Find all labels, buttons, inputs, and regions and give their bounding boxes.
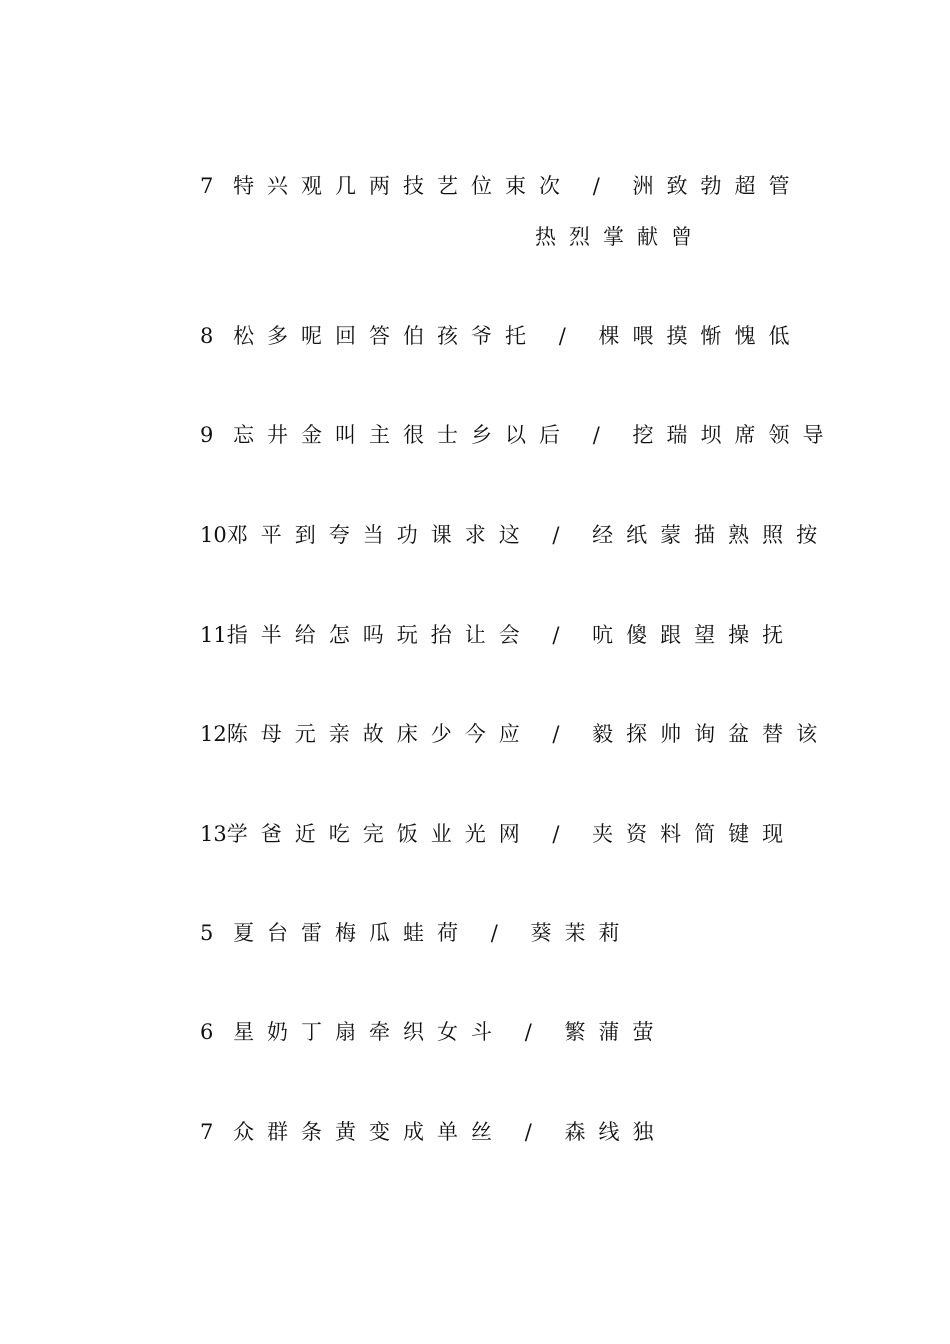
line-text: 指半给怎吗玩抬让会 / 吭傻跟望操抚 xyxy=(226,623,797,647)
line-number: 12 xyxy=(200,722,227,746)
line-text: 陈母元亲故床少今应 / 毅探帅询盆替该 xyxy=(226,722,831,746)
line-number: 6 xyxy=(200,1020,214,1044)
line-text: 特兴观几两技艺位束次 / 洲致勃超管 xyxy=(233,174,803,198)
line-13 xyxy=(200,822,796,846)
line-number: 11 xyxy=(200,623,227,647)
line-7-a-continuation xyxy=(535,225,705,249)
line-text: 热烈掌献曾 xyxy=(535,225,705,249)
line-text: 邓平到夸当功课求这 / 经纸蒙描熟照按 xyxy=(226,523,831,547)
line-text: 松多呢回答伯孩爷托 / 棵喂摸惭愧低 xyxy=(233,324,803,348)
line-7-a xyxy=(200,174,803,198)
line-text: 学爸近吃完饭业光网 / 夹资料简键现 xyxy=(226,822,797,846)
line-5 xyxy=(200,921,633,945)
line-6 xyxy=(200,1020,667,1044)
line-text: 众群条黄变成单丝 / 森线独 xyxy=(233,1120,667,1144)
line-7-b xyxy=(200,1120,667,1144)
line-text: 夏台雷梅瓜蛙荷 / 葵茉莉 xyxy=(233,921,633,945)
line-number: 7 xyxy=(200,1120,214,1144)
line-12 xyxy=(200,722,830,746)
line-number: 5 xyxy=(200,921,214,945)
line-text: 星奶丁扇牵织女斗 / 繁蒲萤 xyxy=(233,1020,667,1044)
line-9 xyxy=(200,423,837,447)
line-number: 9 xyxy=(200,423,214,447)
line-text: 忘井金叫主很士乡以后 / 挖瑞坝席领导 xyxy=(233,423,837,447)
line-10 xyxy=(200,523,830,547)
line-number: 7 xyxy=(200,174,214,198)
line-11 xyxy=(200,623,796,647)
line-8 xyxy=(200,324,803,348)
line-number: 13 xyxy=(200,822,227,846)
line-number: 10 xyxy=(200,523,227,547)
line-number: 8 xyxy=(200,324,214,348)
